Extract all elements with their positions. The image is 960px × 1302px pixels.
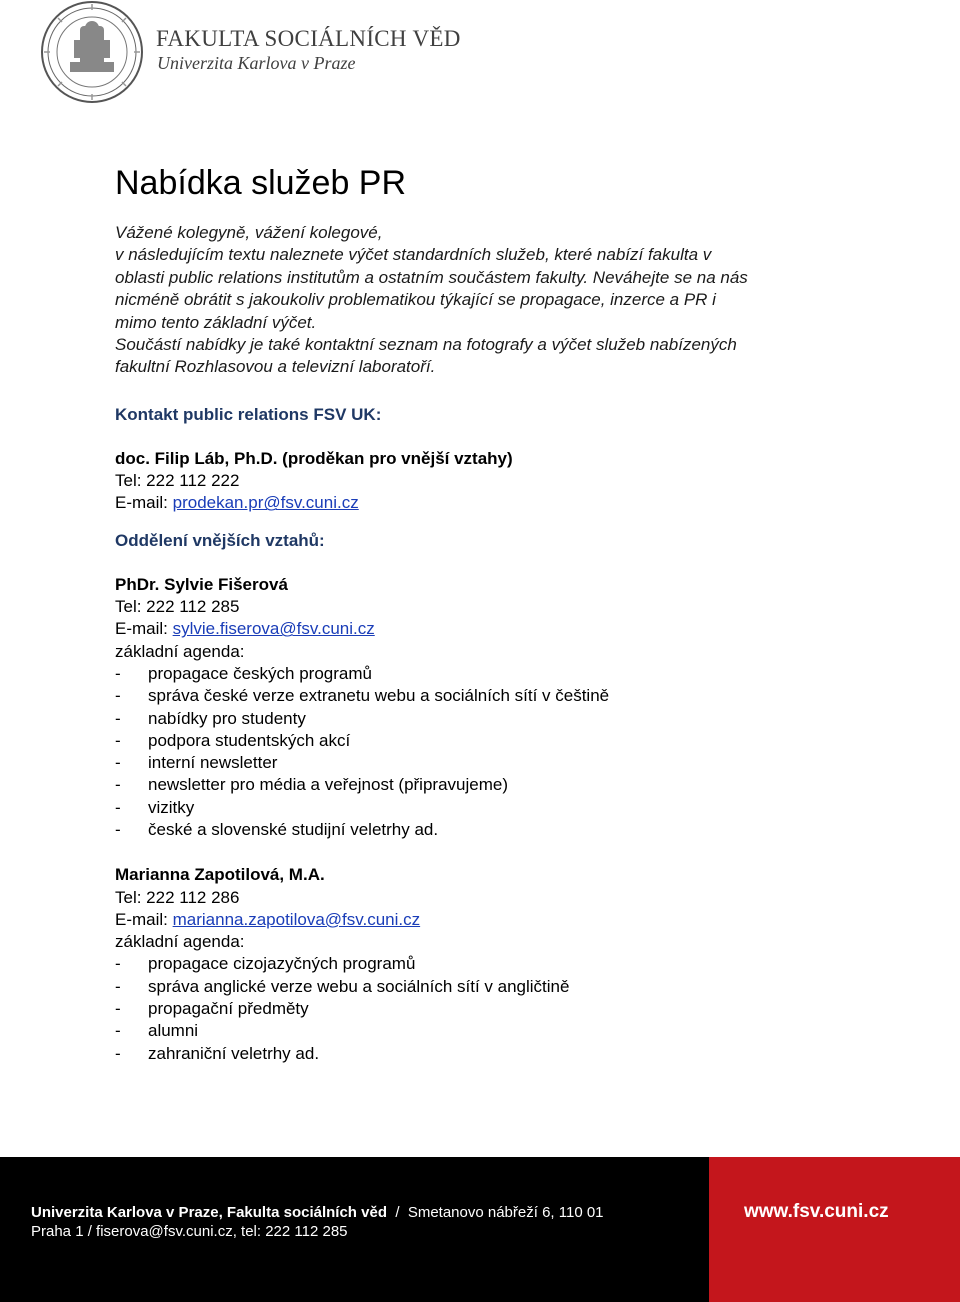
- list-item: - správa anglické verze webu a sociálních sítí v angličtině: [115, 976, 570, 996]
- person1-tel: Tel: 222 112 285: [115, 597, 240, 617]
- footer-address: / Smetanovo nábřeží 6, 110 01: [386, 1204, 604, 1221]
- email-label: E-mail:: [115, 619, 173, 639]
- dean-tel: Tel: 222 112 222: [115, 471, 240, 491]
- dean-name: doc. Filip Láb, Ph.D. (proděkan pro vnější vztahy): [115, 448, 513, 468]
- list-item: - newsletter pro média a veřejnost (připravujeme): [115, 775, 508, 795]
- person2-agenda-label: základní agenda:: [115, 932, 245, 952]
- dean-email-row: [115, 492, 915, 514]
- faculty-name: FAKULTA SOCIÁLNÍCH VĚD: [156, 26, 461, 51]
- person2-contact: [115, 864, 915, 1065]
- list-item: - propagace českých programů: [115, 663, 372, 683]
- page-title: Nabídka služeb PR: [115, 164, 407, 202]
- intro-line: fakultní Rozhlasovou a televizní laboratoří.: [115, 357, 436, 377]
- person1-agenda-list: [115, 663, 915, 841]
- list-item: - nabídky pro studenty: [115, 708, 306, 728]
- dean-contact: [115, 448, 915, 515]
- dean-email-link[interactable]: prodekan.pr@fsv.cuni.cz: [172, 493, 359, 513]
- person1-name: PhDr. Sylvie Fišerová: [115, 574, 288, 594]
- person1-email-link[interactable]: sylvie.fiserova@fsv.cuni.cz: [172, 619, 375, 639]
- intro-line: mimo tento základní výčet.: [115, 312, 317, 332]
- person2-email-link[interactable]: marianna.zapotilova@fsv.cuni.cz: [172, 909, 421, 929]
- page-header: [40, 0, 600, 104]
- university-seal-logo: [40, 0, 144, 104]
- intro-paragraph: [115, 222, 915, 379]
- intro-line: Součástí nabídky je také kontaktní seznam na fotografy a výčet služeb nabízených: [115, 335, 737, 355]
- list-item: - propagace cizojazyčných programů: [115, 954, 416, 974]
- email-label: E-mail:: [115, 493, 173, 513]
- footer-address-line1: [31, 1204, 604, 1221]
- person1-email-row: [115, 618, 915, 640]
- university-name: Univerzita Karlova v Praze: [157, 53, 356, 73]
- list-item: - podpora studentských akcí: [115, 730, 351, 750]
- list-item: - vizitky: [115, 797, 195, 817]
- list-item: - interní newsletter: [115, 753, 278, 773]
- email-label: E-mail:: [115, 909, 173, 929]
- person1-contact: [115, 574, 915, 842]
- footer-address-line2: Praha 1 / fiserova@fsv.cuni.cz, tel: 222 112 285: [31, 1223, 348, 1240]
- page-footer: [0, 1157, 960, 1302]
- department-heading: Oddělení vnějších vztahů:: [115, 530, 325, 550]
- person2-name: Marianna Zapotilová, M.A.: [115, 865, 325, 885]
- footer-org: Univerzita Karlova v Praze, Fakulta sociálních věd: [31, 1204, 387, 1221]
- intro-line: oblasti public relations institutům a ostatním součástem fakulty. Neváhejte se na nás: [115, 267, 748, 287]
- list-item: - propagační předměty: [115, 999, 309, 1019]
- list-item: - alumni: [115, 1021, 199, 1041]
- intro-line: nicméně obrátit s jakoukoliv problematikou týkající se propagace, inzerce a PR i: [115, 290, 716, 310]
- list-item: - správa české verze extranetu webu a sociálních sítí v češtině: [115, 686, 610, 706]
- person2-tel: Tel: 222 112 286: [115, 887, 240, 907]
- person1-agenda-label: základní agenda:: [115, 641, 245, 661]
- footer-website-link[interactable]: www.fsv.cuni.cz: [744, 1201, 889, 1222]
- person2-agenda-list: [115, 953, 915, 1064]
- document-body: [115, 160, 915, 1065]
- list-item: - zahraniční veletrhy ad.: [115, 1043, 320, 1063]
- person2-email-row: [115, 909, 915, 931]
- intro-line: v následujícím textu naleznete výčet standardních služeb, které nabízí fakulta v: [115, 245, 712, 265]
- contact-heading: Kontakt public relations FSV UK:: [115, 404, 382, 424]
- footer-red-panel: [709, 1157, 960, 1302]
- list-item: - české a slovenské studijní veletrhy ad.: [115, 820, 439, 839]
- intro-line: Vážené kolegyně, vážení kolegové,: [115, 223, 383, 242]
